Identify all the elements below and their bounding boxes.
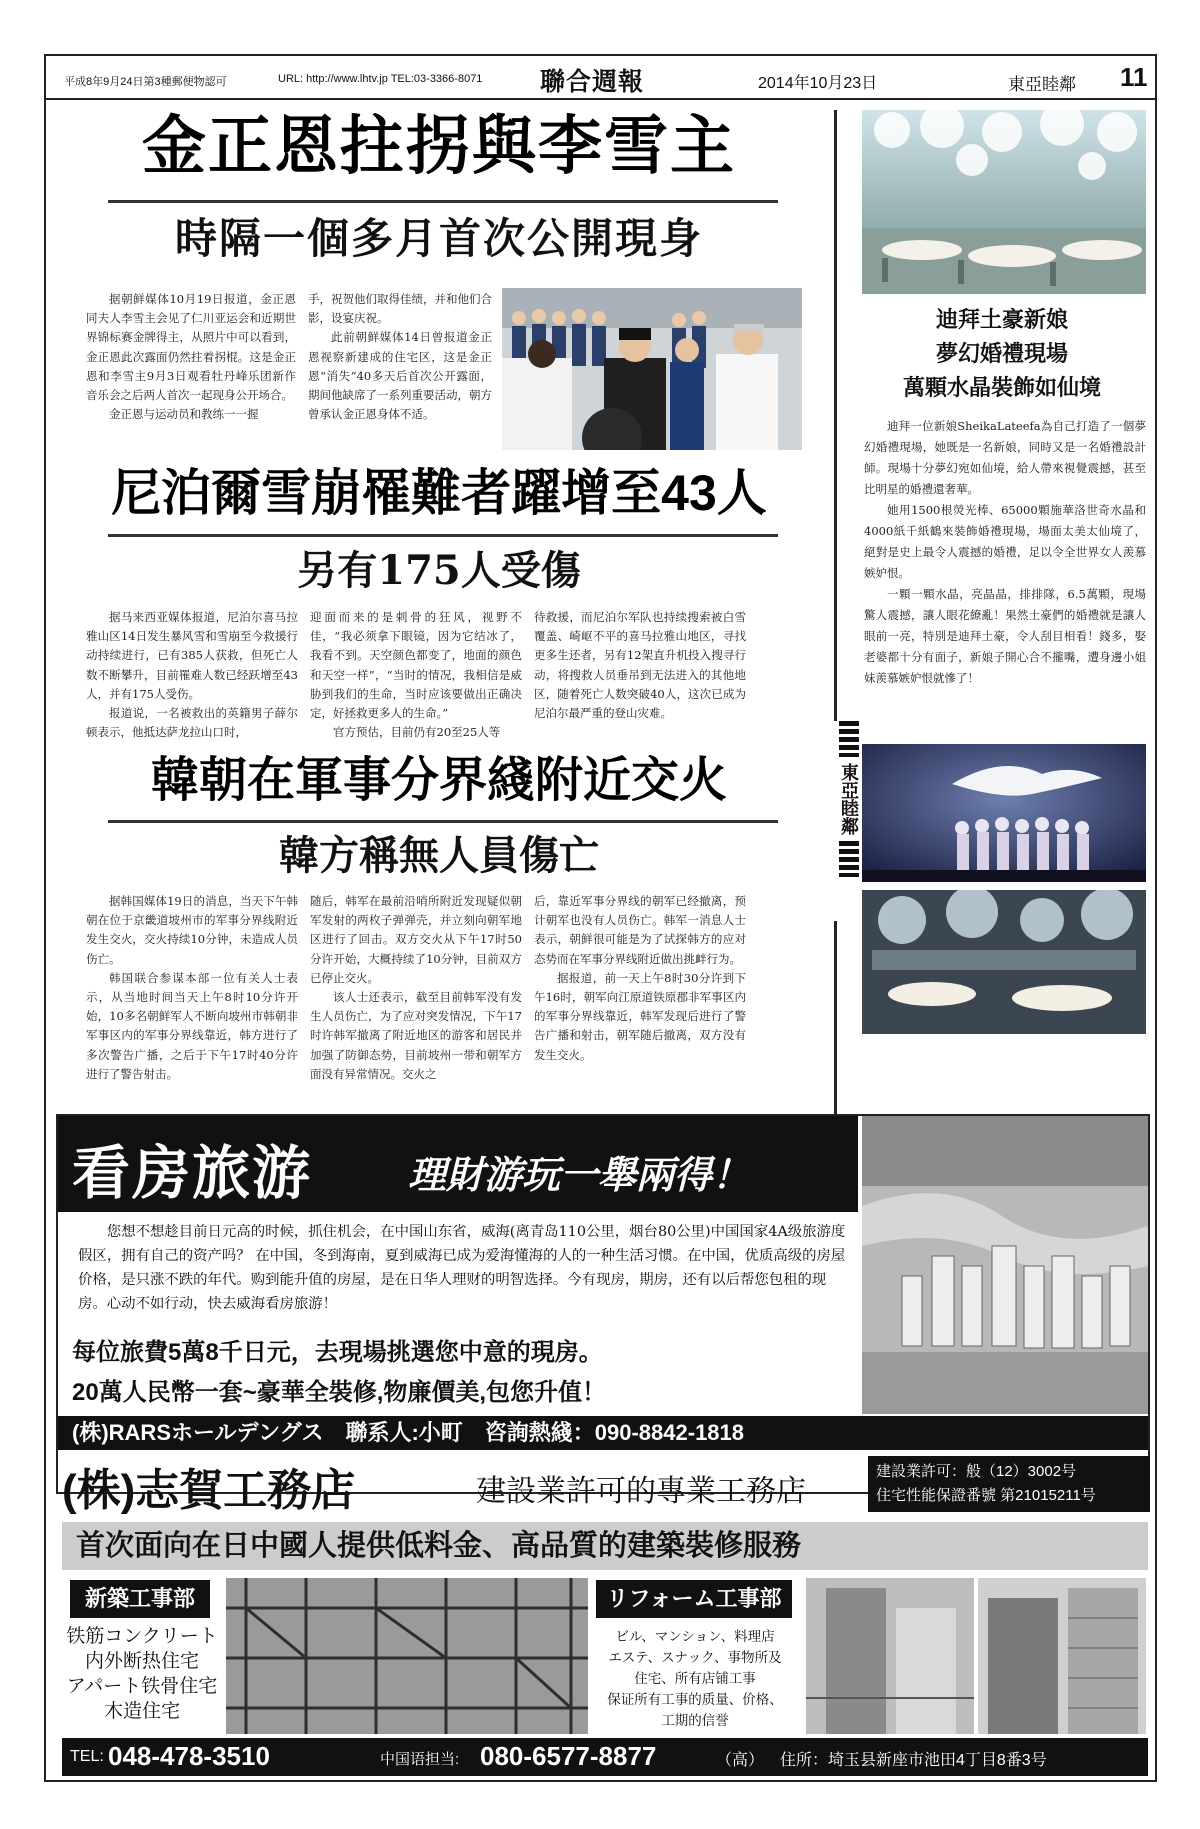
article2-headline: 尼泊爾雪崩罹難者躍增至43人	[111, 465, 767, 521]
article2-column-3	[534, 608, 746, 723]
article1-column-2	[308, 290, 492, 424]
list-item: 工期的信誉	[661, 1713, 729, 1728]
reform-list	[590, 1626, 800, 1731]
headline-rule	[108, 534, 778, 537]
section-vertical-label	[834, 721, 864, 921]
ad-offer-line: 20萬人民幣一套~豪華全裝修,物廉價美,包您升值！	[72, 1379, 607, 1406]
wedding-photo-crystals	[862, 890, 1146, 1034]
paragraph: 手，祝贺他们取得佳绩，并和他们合影，设宴庆祝。	[308, 292, 492, 326]
header-url[interactable]: URL: http://www.lhtv.jp TEL:03-3366-8071	[278, 73, 483, 85]
ad-banner	[58, 1116, 858, 1212]
paragraph: 据马来西亚媒体报道，尼泊尔喜马拉雅山区14日发生暴风雪和雪崩至今救援行动持续进行，已有385人获救，但死亡人数不断攀升，目前罹难人数已经跃增至43人，并有175人受伤。	[86, 610, 298, 701]
ad-price-line: 每位旅費5萬8千日元，去現場挑選您中意的現房。	[72, 1339, 603, 1366]
article3-column-2	[310, 892, 522, 1084]
tel-label: TEL:	[70, 1748, 104, 1765]
license-box	[868, 1456, 1150, 1512]
paragraph: 一顆一顆水晶，亮晶晶，排排隊，6.5萬顆，現場驚人震撼，讓人眼花繚亂！果然土豪們的婚禮就是讓人眼前一亮，特別是迪拜土豪，令人刮目相看！錢多，娶老婆都十分有面子，新娘子開心合不攏嘴，遭身邊小姐妹羨慕嫉妒恨就慘了！	[864, 587, 1146, 685]
ad-subtitle: 理財游玩一舉兩得！	[408, 1155, 751, 1197]
company-address: 住所：埼玉县新座市池田4丁目8番3号	[780, 1752, 1047, 1769]
paragraph: 据报道，前一天上午8时30分许到下午16时，朝军向江原道铁原郡非军事区内的军事分界线靠近，韩军发现后进行了警告广播和射击，朝军随后撤离，双方没有发生交火。	[534, 970, 746, 1062]
ad-contact-bar[interactable]: (株)RARSホールデングス 聯系人:小町 咨詢熱綫：090-8842-1818	[58, 1416, 1148, 1450]
real-estate-tour-ad	[56, 1114, 1150, 1494]
article2-column-1	[86, 608, 298, 742]
paragraph: 该人士还表示，截至目前韩军没有发生人员伤亡，为了应对突发情况，下午17时许韩军撤离了附近地区的游客和居民并加强了防御态势，目前坡州一带和朝军方面没有异常情况。交火之	[310, 990, 522, 1081]
page-header	[46, 56, 1155, 100]
paragraph: 随后，韩军在最前沿哨所附近发现疑似朝军发射的两枚子弹弹壳，并立刻向朝军地区进行了回击。双方交火从下午17时50分许开始，大概持续了10分钟，目前双方已停止交火。	[310, 894, 522, 985]
sidebar-article-body	[864, 416, 1146, 689]
newspaper-logo: 聯合週報	[540, 68, 645, 96]
construction-company-ad	[56, 1448, 1150, 1782]
article3-column-1	[86, 892, 298, 1084]
wedding-photo-dancers	[862, 744, 1146, 882]
paragraph: 据朝鲜媒体10月19日报道，金正恩同夫人李雪主会见了仁川亚运会和近期世界锦标赛金牌得主，从照片中可以看到，金正恩此次露面仍然拄着拐棍。这是金正恩和李雪主9月3日观看牡丹峰乐团新作音乐会之后两人首次一起现身公开场合。	[86, 292, 296, 403]
main-phone[interactable]: 048-478-3510	[108, 1741, 270, 1771]
article1-column-1	[86, 290, 296, 424]
ad-description	[78, 1220, 848, 1316]
list-item: エステ、スナック、事物所及	[608, 1650, 782, 1665]
paragraph: 韩国联合参谋本部一位有关人士表示，从当地时间当天上午8时10分许开始，10多名朝鲜军人不断向坡州市韩朝非军事区内的军事分界线靠近，韩方进行了多次警告广播，之后于下午17时40分许进行了警告射击。	[86, 970, 298, 1081]
article2-subhead: 另有175人受傷	[297, 547, 581, 594]
new-build-list	[62, 1624, 222, 1724]
section-name: 東亞睦鄰	[1008, 75, 1076, 94]
company-name: (株)志賀工務店	[62, 1466, 356, 1515]
stripe-decoration	[839, 721, 859, 757]
sidebar-title-1: 迪拜土豪新娘	[935, 307, 1068, 332]
list-item: 住宅、所有店铺工事	[634, 1671, 756, 1686]
chinese-contact-label: 中国语担当:	[380, 1751, 460, 1768]
article3-subhead: 韓方稱無人員傷亡	[279, 832, 599, 879]
list-item: 内外断热住宅	[84, 1651, 199, 1672]
license-number: 建設業許可：般（12）3002号	[876, 1463, 1077, 1480]
headline-rule	[108, 820, 778, 823]
new-build-header: 新築工事部	[70, 1580, 210, 1618]
exterior-photo	[978, 1578, 1146, 1734]
chinese-contact-name: （高）	[716, 1752, 765, 1769]
article3-headline: 韓朝在軍事分界綫附近交火	[150, 754, 727, 807]
contact-footer	[62, 1738, 1148, 1776]
interior-photo	[806, 1578, 974, 1734]
company-description: 建設業許可的專業工務店	[476, 1475, 806, 1508]
paragraph: 据韩国媒体19日的消息，当天下午韩朝在位于京畿道坡州市的军事分界线附近发生交火，交火持续10分钟，未造成人员伤亡。	[86, 894, 298, 966]
apartment-complex-photo	[862, 1116, 1148, 1414]
paragraph: 迎面而来的是剌骨的狂风，视野不佳，“我必须拿下眼镜，因为它结冰了，我看不到。天空颜色都变了，地面的颜色和天空一样”，“当时的情况，我相信是威胁到我们的生命，当时应该要做出正确决定，好拯救更多人的生命。”	[310, 610, 522, 721]
paragraph: 金正恩与运动员和教练一一握	[109, 407, 259, 422]
vertical-section-text: 東亞睦鄰	[839, 763, 859, 835]
paragraph: 迪拜一位新娘SheikaLateefa為自己打造了一個夢幻婚禮現場，她既是一名新娘，同時又是一名婚禮設計師。現場十分夢幻宛如仙境，給人帶來視覺震撼，甚至比明星的婚禮還奢華。	[864, 419, 1146, 496]
newspaper-page	[44, 54, 1157, 1782]
list-item: アパート铁骨住宅	[66, 1676, 218, 1697]
article1-subhead: 時隔一個多月首次公開現身	[174, 214, 703, 263]
list-item: ビル、マンション、料理店	[615, 1629, 775, 1644]
postal-permit: 平成8年9月24日第3種郵便物認可	[64, 76, 227, 88]
stripe-decoration	[839, 841, 859, 877]
kim-jong-un-photo	[502, 288, 802, 450]
paragraph: 她用1500根熒光棒、65000顆施華洛世奇水晶和4000紙千紙鶴來裝飾婚禮現場，場面太美太仙境了，絕對是史上最令人震撼的婚禮，足以令全世界女人羨慕嫉妒恨。	[864, 503, 1146, 580]
paragraph: 后，靠近军事分界线的朝军已经撤离，预计朝军也没有人员伤亡。韩军一消息人士表示，朝鲜很可能是为了试探韩方的应对态势而在军事分界线附近做出挑衅行为。	[534, 894, 746, 966]
paragraph: 您想不想趁目前日元高的时候，抓住机会，在中国山东省，威海(离青岛110公里，烟台80公里)中国国家4A级旅游度假区，拥有自己的资产吗？ 在中国，冬到海南，夏到威海已成为爱海懂海的人的一种生活习惯。在中国，优质高级的房屋价格，是只涨不跌的年代。购到能升值的房屋，是在日华人理财的明智选择。今有现房，期房，还有以后帮您包租的现房。心动不如行动，快去威海看房旅游！	[78, 1224, 846, 1312]
paragraph: 此前朝鲜媒体14日曾报道金正恩视察新建成的住宅区，这是金正恩“消失”40多天后首次公开露面，期间他缺席了一系列重要活动，朝方曾承认金正恩身体不适。	[308, 330, 492, 422]
wedding-photo-hall	[862, 110, 1146, 294]
paragraph: 待救援，而尼泊尔军队也持续搜索被白雪覆盖、崎岖不平的喜马拉雅山地区，寻找更多生还者，另有12架直升机投入搜寻行动，将搜救人员垂吊到无法进入的其他地区，随着死亡人数突破40人，这次已成为尼泊尔最严重的登山灾难。	[534, 610, 746, 721]
page-number: 11	[1120, 62, 1148, 92]
list-item: 木造住宅	[103, 1701, 180, 1722]
chinese-contact-phone[interactable]: 080-6577-8877	[480, 1741, 657, 1771]
issue-date: 2014年10月23日	[758, 75, 878, 92]
sidebar-title-3: 萬顆水晶裝飾如仙境	[902, 375, 1101, 400]
steel-frame-photo	[226, 1578, 588, 1734]
article2-column-2	[310, 608, 522, 742]
company-slogan: 首次面向在日中國人提供低料金、高品質的建築裝修服務	[62, 1522, 1148, 1570]
article3-column-3	[534, 892, 746, 1065]
performance-number: 住宅性能保證番號 第21015211号	[876, 1487, 1096, 1504]
reform-header: リフォーム工事部	[596, 1580, 792, 1618]
article1-headline: 金正恩拄拐與李雪主	[142, 110, 736, 182]
headline-rule	[108, 200, 778, 203]
ad-title: 看房旅游	[72, 1141, 313, 1206]
paragraph: 报道说，一名被救出的英籍男子薛尔顿表示，他抵达萨龙拉山口时，	[86, 706, 298, 740]
sidebar-title-2: 夢幻婚禮現場	[935, 341, 1068, 366]
list-item: 保证所有工事的质量、价格、	[607, 1692, 783, 1707]
list-item: 铁筋コンクリート	[66, 1626, 218, 1647]
column-divider	[834, 110, 837, 1156]
paragraph: 官方预估，目前仍有20至25人等	[333, 725, 501, 740]
